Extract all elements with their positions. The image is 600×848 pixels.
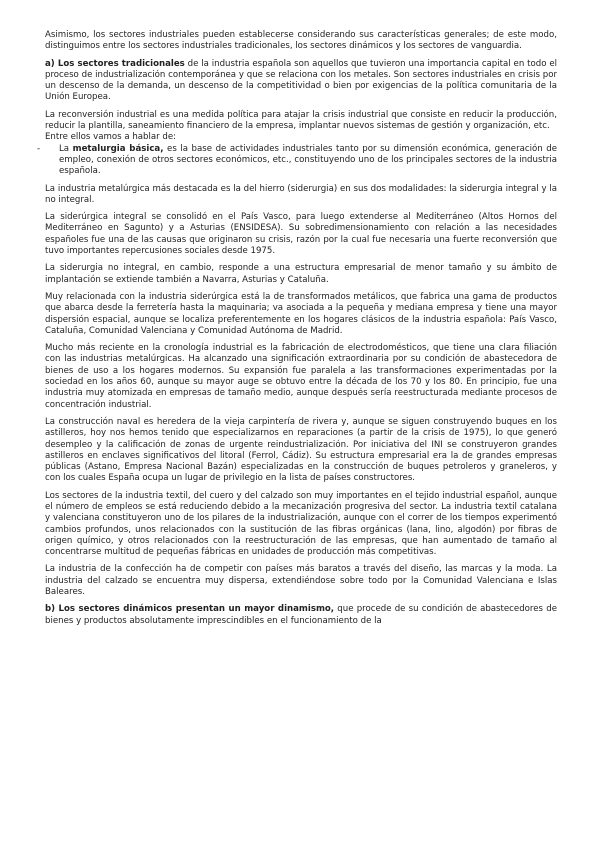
sector-list (37, 143, 557, 178)
textile-paragraph: Los sectores de la industria textil, del cuero y del calzado son muy importantes en el tejido industrial español, aunque el número de empleos se está reduciendo debido a la mecanización progresiva del sector. La industria textil catalana y valenciana constituyeron uno de los pilares de la industrialización, aunque con el correr de los tiempos experimentó cambios profundos, unos relacionados con la sustitución de las fibras orgánicas (lana, lino, algodón) por fibras de origen químico, y otros relacionados con la reestructuración de las empresas, que han aumentado de tamaño al concentrarse multitud de pequeñas fábricas en unidades de producción más competitivas. (45, 490, 557, 558)
list-bullet: - (37, 143, 41, 154)
list-item (37, 143, 557, 178)
dynamic-sectors-text: que procede de su condición de abastecedores de bienes y productos absolutamente imprescindibles en el funcionamiento de la (45, 604, 557, 626)
appliances-paragraph: Mucho más reciente en la cronología industrial es la fabricación de electrodomésticos, que tiene una clara filiación con las industrias metalúrgicas. Ha alcanzado una significación extraordinaria por su condición de abastecedora de bienes de uso a los hogares modernos. Su expansión fue paralela a las transformaciones experimentadas por la sociedad en los años 60, aunque su mayor auge se obtuvo entre la década de los 70 y los 80. En principio, fue una industria muy atomizada en empresas de tamaño medio, aunque después sería reestructurada mediante procesos de concentración industrial. (45, 343, 557, 410)
naval-paragraph: La construcción naval es heredera de la vieja carpintería de rivera y, aunque se siguen construyendo buques en los astilleros, hoy nos hemos tenido que especializarnos en reparaciones (a partir de la crisis de 1975), lo que generó desempleo y la calificación de zonas de urgente reindustrialización. Por iniciativa del INI se construyeron grandes astilleros en enclaves significativos del litoral (Ferrol, Cádiz). Su estructura empresarial era la de grandes empresas públicas (Astano, Empresa Nacional Bazán) especializadas en la construcción de buques petroleros y graneleros, y con los cuales España ocupa un lugar de privilegio en la lista de países constructores. (45, 416, 557, 484)
dynamic-sectors-heading: b) Los sectores dinámicos presentan un mayor dinamismo, (45, 604, 335, 615)
traditional-sectors-text: de la industria española son aquellos que tuvieron una importancia capital en todo el proceso de industrialización contemporánea y que se relaciona con los metales. Son sectores industriales en crisis por un descenso de la demanda, un descenso de la competitividad o bien por exigencias de la política comunitaria de la Unión Europea. (45, 58, 557, 103)
metal-transform-paragraph: Muy relacionada con la industria siderúrgica está la de transformados metálicos, que fabrica una gama de productos que abarca desde la ferretería hasta la maquinaria; va asociada a la pequeña y mediana empresa y tiene una mayor dispersión espacial, aunque se localiza preferentemente en los hogares clásicos de la industria española: País Vasco, Cataluña, Comunidad Valenciana y Comunidad Autónoma de Madrid. (45, 291, 557, 336)
dynamic-sectors-paragraph (45, 604, 557, 627)
non-integral-paragraph: La siderurgia no integral, en cambio, responde a una estructura empresarial de menor tamaño y su ámbito de implantación se extiende también a Navarra, Asturias y Cataluña. (45, 263, 557, 285)
list-item-text: es la base de actividades industriales tanto por su dimensión económica, generación de empleo, conexión de otros sectores económicos, etc., constituyendo uno de los principales sectores de la industria española. (59, 143, 557, 177)
intro-paragraph: Asimismo, los sectores industriales pueden establecerse considerando sus características generales; de este modo, distinguimos entre los sectores industriales tradicionales, los sectores dinámicos y los sectores de vanguardia. (45, 30, 557, 52)
list-item-prefix: La (59, 143, 73, 154)
metalurgia-term: metalurgia básica, (72, 143, 164, 154)
apparel-paragraph: La industria de la confección ha de competir con países más baratos a través del diseño, las marcas y la moda. La industria del calzado se encuentra muy dispersa, extendiéndose sobre todo por la Comunidad Valenciana e Islas Baleares. (45, 564, 557, 598)
traditional-sectors-paragraph (45, 59, 557, 104)
document-body (37, 30, 557, 633)
integral-paragraph: La siderúrgica integral se consolidó en el País Vasco, para luego extenderse al Mediterráneo (Altos Hornos del Mediterráneo en Sagunto) y a Asturias (ENSIDESA). Su sobredimensionamiento con relación a las necesidades españoles fue una de las causas que originaron su crisis, razón por la cual fue necesaria una fuerte reconversión que tuvo importantes repercusiones sociales desde 1975. (45, 212, 557, 257)
reconversion-paragraph: La reconversión industrial es una medida política para atajar la crisis industrial que consiste en reducir la producción, reducir la plantilla, saneamiento financiero de la empresa, implantar nuevos sistemas de gestión y organización, etc. (45, 109, 557, 132)
list-intro: Entre ellos vamos a hablar de: (45, 132, 177, 143)
siderurgia-paragraph: La industria metalúrgica más destacada es la del hierro (siderurgia) en sus dos modalidades: la siderurgia integral y la no integral. (45, 183, 557, 205)
traditional-sectors-heading: a) Los sectores tradicionales (45, 58, 185, 69)
